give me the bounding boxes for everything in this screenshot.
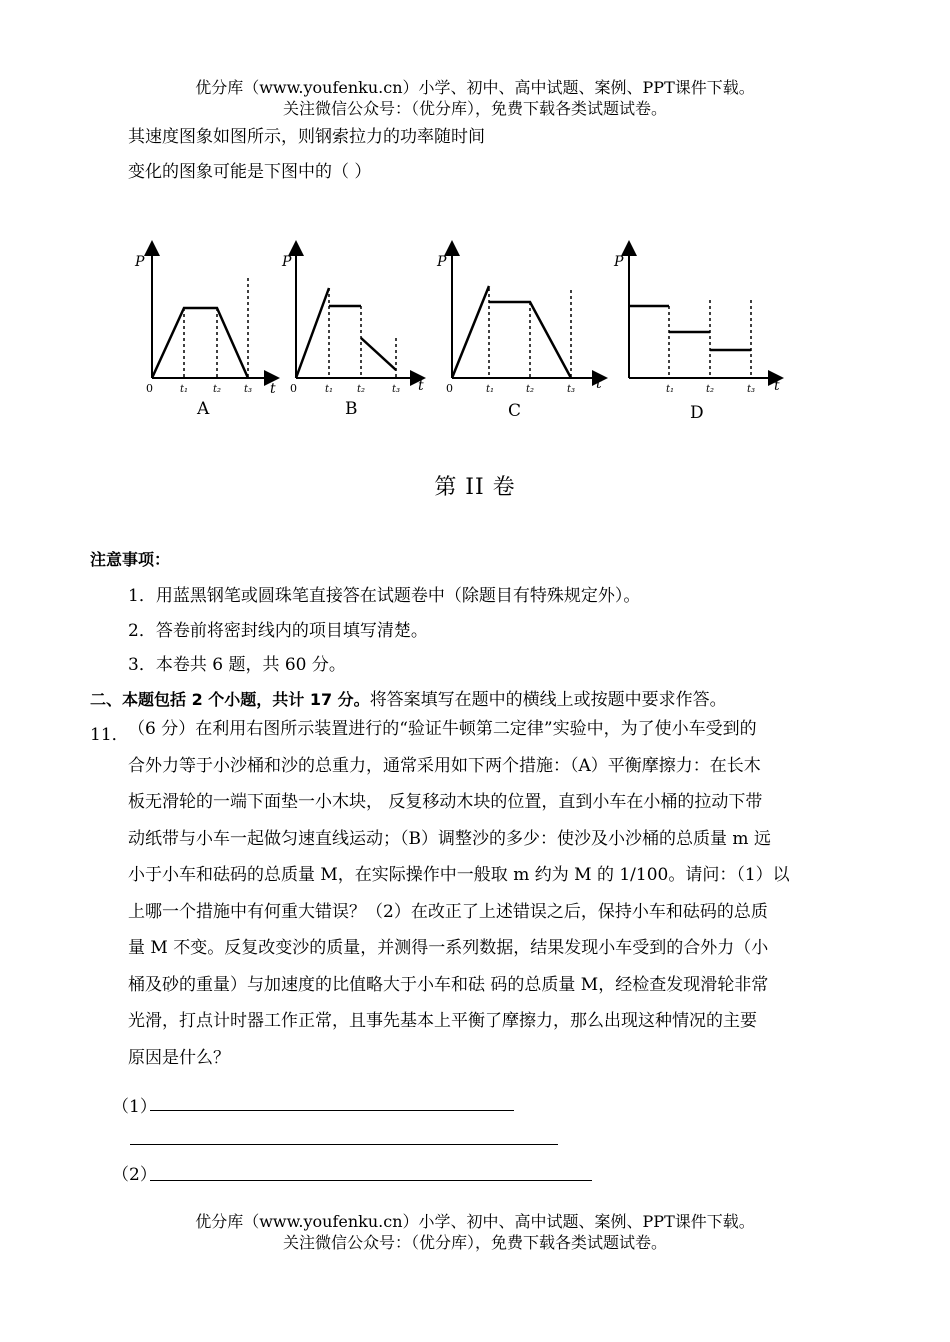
question-stem-line-2: 变化的图象可能是下图中的（ ） <box>128 162 372 182</box>
q11-number: 11． <box>90 725 129 745</box>
graph-a <box>134 244 276 419</box>
graph-a-caption: A <box>197 399 210 419</box>
graph-c-origin: 0 <box>446 382 453 395</box>
answer-label-1: （1） <box>112 1097 157 1117</box>
graph-c-tick-1: t₁ <box>486 384 495 395</box>
graph-b-axis-y: P <box>282 254 292 270</box>
answer-blank-1-continued[interactable] <box>130 1144 558 1145</box>
graph-a-origin: 0 <box>146 382 153 395</box>
footer-line-2: 关注微信公众号：（优分库），免费下载各类试题试卷。 <box>282 1233 667 1252</box>
graph-b-tick-2: t₂ <box>357 384 366 395</box>
notice-item-3: 3．本卷共 6 题，共 60 分。 <box>128 655 346 675</box>
q11-line-7: 量 M 不变。反复改变沙的质量，并测得一系列数据，结果发现小车受到的合外力（小 <box>128 938 769 958</box>
graph-d-caption: D <box>690 403 704 423</box>
answer-blank-2[interactable] <box>150 1180 592 1181</box>
graph-a-tick-2: t₂ <box>213 384 222 395</box>
notice-item-2: 2．答卷前将密封线内的项目填写清楚。 <box>128 621 428 641</box>
q11-line-5: 小于小车和砝码的总质量 M，在实际操作中一般取 m 约为 M 的 1/100。请问：（1）以 <box>128 865 790 885</box>
graph-b-tick-1: t₁ <box>325 384 334 395</box>
notice-item-1: 1．用蓝黑钢笔或圆珠笔直接答在试题卷中（除题目有特殊规定外）。 <box>128 586 641 606</box>
header-line-1: 优分库（www.youfenku.cn）小学、初中、高中试题、案例、PPT课件下载。 <box>195 78 755 97</box>
q11-line-2: 合外力等于小沙桶和沙的总重力，通常采用如下两个措施：（A）平衡摩擦力：在长木 <box>128 755 761 776</box>
graph-b-axis-x: t <box>418 378 424 394</box>
graph-c-tick-2: t₂ <box>526 384 535 395</box>
graph-c-caption: C <box>508 401 522 421</box>
header-line-2: 关注微信公众号：（优分库），免费下载各类试题试卷。 <box>282 99 667 118</box>
part2-heading <box>90 685 727 710</box>
q11-line-4: 动纸带与小车一起做匀速直线运动；（B）调整沙的多少：使沙及小沙桶的总质量 m 远 <box>128 828 771 849</box>
graph-b <box>281 244 424 419</box>
graph-d-tick-1: t₁ <box>666 384 675 395</box>
section-title: 第 II 卷 <box>434 475 516 500</box>
question-stem-line-1: 其速度图象如图所示，则钢索拉力的功率随时间 <box>128 127 485 147</box>
graph-a-tick-3: t₃ <box>244 384 253 395</box>
graph-a-tick-1: t₁ <box>180 384 189 395</box>
q11-line-3: 板无滑轮的一端下面垫一小木块， 反复移动木块的位置，直到小车在小桶的拉动下带 <box>128 792 763 812</box>
q11-line-10: 原因是什么？ <box>128 1047 230 1068</box>
graph-c-tick-3: t₃ <box>567 384 576 395</box>
graph-b-origin: 0 <box>290 382 297 395</box>
graph-d <box>613 244 780 423</box>
graph-b-tick-3: t₃ <box>392 384 401 395</box>
footer-line-1: 优分库（www.youfenku.cn）小学、初中、高中试题、案例、PPT课件下载。 <box>195 1212 755 1231</box>
part2-heading-rest: 将答案填写在题中的横线上或按题中要求作答。 <box>369 690 727 710</box>
graph-d-tick-3: t₃ <box>747 384 756 395</box>
q11-line-8: 桶及砂的重量）与加速度的比值略大于小车和砝 码的总质量 M，经检查发现滑轮非常 <box>128 974 769 995</box>
answer-blank-1[interactable] <box>150 1110 514 1111</box>
graph-a-axis-x: t <box>270 381 276 397</box>
part2-heading-bold: 二、本题包括 2 个小题，共计 17 分。 <box>90 690 370 709</box>
q11-line-9: 光滑，打点计时器工作正常，且事先基本上平衡了摩擦力，那么出现这种情况的主要 <box>128 1011 757 1031</box>
graph-b-caption: B <box>345 399 358 419</box>
answer-label-2: （2） <box>112 1165 157 1185</box>
graph-c-axis-y: P <box>437 254 447 270</box>
q11-line-1: （6 分）在利用右图所示装置进行的“验证牛顿第二定律”实验中，为了使小车受到的 <box>128 719 757 739</box>
graph-d-axis-x: t <box>774 378 780 394</box>
notice-title: 注意事项： <box>90 550 171 569</box>
graph-d-tick-2: t₂ <box>706 384 715 395</box>
graph-c <box>436 244 604 421</box>
q11-line-6: 上哪一个措施中有何重大错误？（2）在改正了上述错误之后，保持小车和砝码的总质 <box>128 901 768 922</box>
graph-a-axis-y: P <box>135 254 145 270</box>
power-time-graphs <box>0 230 950 430</box>
q11-body <box>128 711 863 1076</box>
graph-c-axis-x: t <box>596 376 602 392</box>
graph-d-axis-y: P <box>614 254 624 270</box>
